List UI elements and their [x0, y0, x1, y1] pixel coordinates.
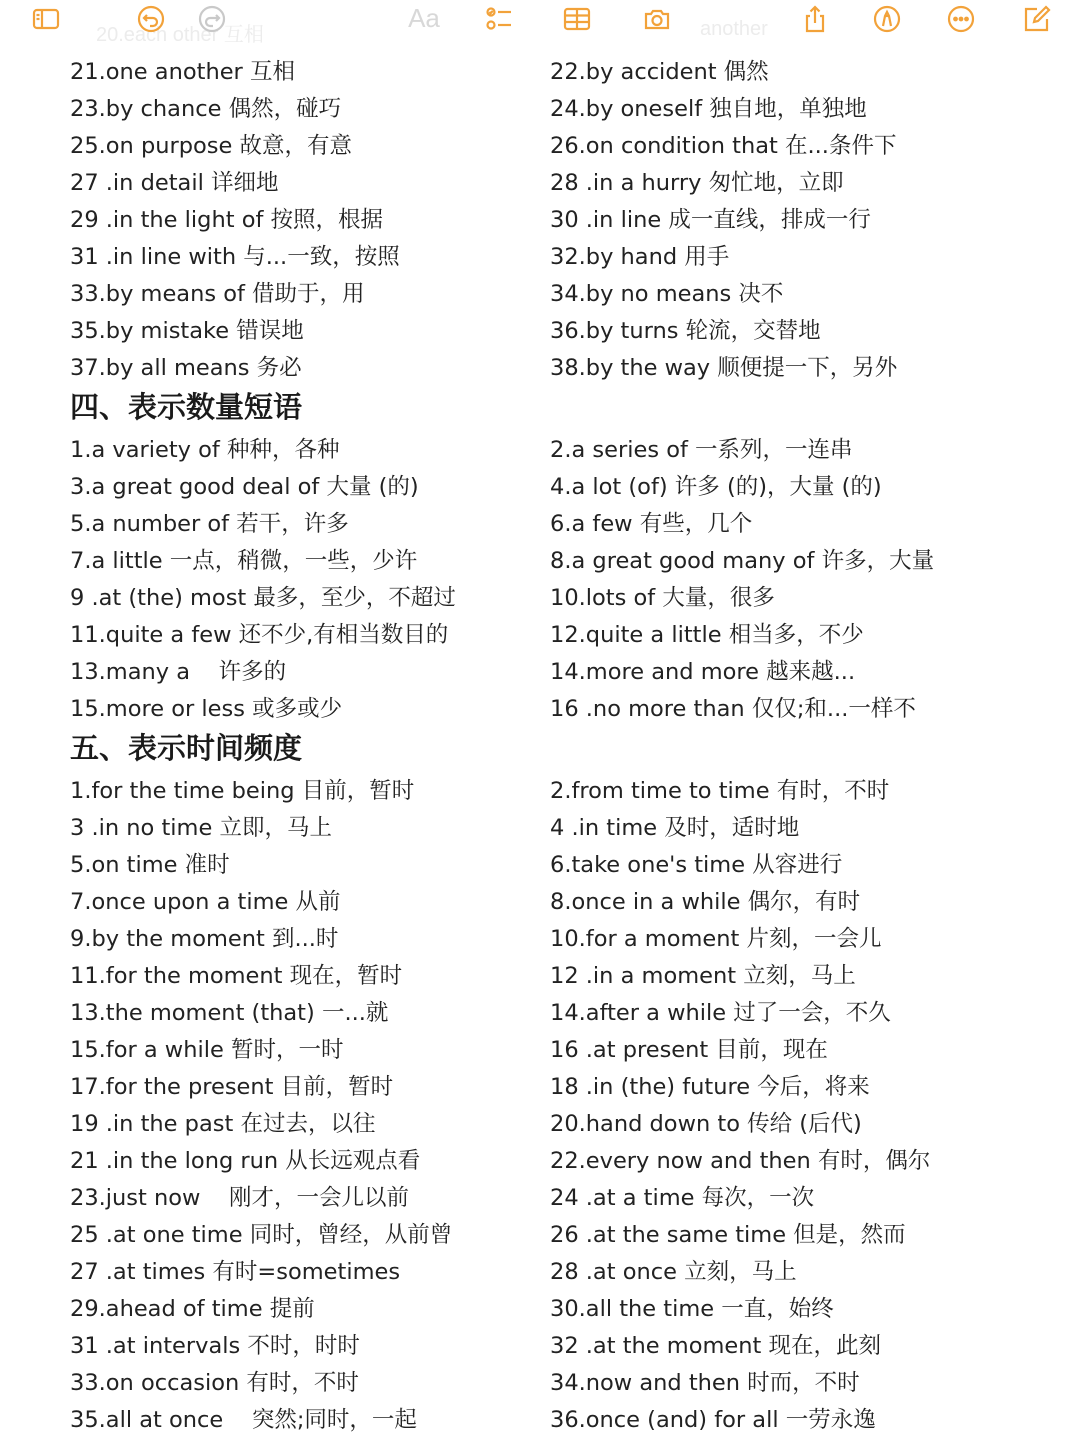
phrase-item: 14.after a while 过了一会，不久 — [550, 1000, 891, 1026]
phrase-item: 21.one another 互相 — [70, 59, 295, 85]
phrase-item: 15.more or less 或多或少 — [70, 696, 343, 722]
phrase-row — [70, 654, 1020, 691]
phrase-item: 22.by accident 偶然 — [550, 59, 769, 85]
phrase-item: 2.a series of 一系列，一连串 — [550, 437, 853, 463]
phrase-item: 32 .at the moment 现在，此刻 — [550, 1333, 881, 1359]
phrase-row — [70, 1106, 1020, 1143]
phrase-item: 31 .at intervals 不时，时时 — [70, 1333, 360, 1359]
notes-toolbar — [0, 0, 1080, 46]
phrase-item: 9.by the moment 到...时 — [70, 926, 339, 952]
phrase-item: 27 .in detail 详细地 — [70, 170, 279, 196]
compose-icon[interactable] — [1019, 4, 1055, 34]
phrase-item: 37.by all means 务必 — [70, 355, 302, 381]
note-body[interactable] — [70, 54, 1020, 1439]
phrase-item: 28 .in a hurry 匆忙地，立即 — [550, 170, 844, 196]
phrase-row — [70, 239, 1020, 276]
phrase-item: 10.for a moment 片刻，一会儿 — [550, 926, 882, 952]
phrase-row — [70, 810, 1020, 847]
phrase-item: 34.now and then 时而，不时 — [550, 1370, 860, 1396]
phrase-item: 4 .in time 及时，适时地 — [550, 815, 800, 841]
phrase-item: 5.a number of 若干，许多 — [70, 511, 349, 537]
phrase-row — [70, 469, 1020, 506]
phrase-row — [70, 958, 1020, 995]
phrase-item: 24 .at a time 每次，一次 — [550, 1185, 815, 1211]
phrase-row — [70, 543, 1020, 580]
phrase-item: 12.quite a little 相当多，不少 — [550, 622, 864, 648]
phrase-row — [70, 202, 1020, 239]
phrase-row — [70, 432, 1020, 469]
scrolled-text-right: another — [700, 18, 768, 40]
more-icon[interactable] — [943, 4, 979, 34]
phrase-item: 25 .at one time 同时，曾经，从前曾 — [70, 1222, 453, 1248]
phrase-row — [70, 1402, 1020, 1439]
phrase-item: 7.a little 一点，稍微，一些，少许 — [70, 548, 418, 574]
phrase-item: 34.by no means 决不 — [550, 281, 784, 307]
phrase-item: 24.by oneself 独自地，单独地 — [550, 96, 867, 122]
phrase-item: 6.a few 有些，几个 — [550, 511, 753, 537]
phrase-row — [70, 847, 1020, 884]
phrase-row — [70, 995, 1020, 1032]
phrase-item: 4.a lot (of) 许多 (的)，大量 (的) — [550, 474, 882, 500]
scrolled-text-left: 20.each other 互相 — [96, 24, 264, 46]
phrase-item: 10.lots of 大量，很多 — [550, 585, 775, 611]
phrase-item: 1.a variety of 种种，各种 — [70, 437, 340, 463]
phrase-item: 8.once in a while 偶尔，有时 — [550, 889, 861, 915]
section-heading-time-frequency: 五、表示时间频度 — [70, 731, 303, 765]
phrase-item: 27 .at times 有时=sometimes — [70, 1259, 401, 1285]
phrase-item: 5.on time 准时 — [70, 852, 230, 878]
phrase-row — [70, 1143, 1020, 1180]
phrase-row — [70, 884, 1020, 921]
text-style-button[interactable]: Aa — [408, 3, 440, 33]
phrase-item: 30 .in line 成一直线，排成一行 — [550, 207, 871, 233]
sidebar-icon[interactable] — [28, 4, 64, 34]
markup-icon[interactable] — [869, 4, 905, 34]
phrase-item: 7.once upon a time 从前 — [70, 889, 341, 915]
phrase-item: 8.a great good many of 许多，大量 — [550, 548, 935, 574]
phrase-row — [70, 350, 1020, 387]
phrase-item: 19 .in the past 在过去，以往 — [70, 1111, 376, 1137]
share-icon[interactable] — [797, 4, 833, 34]
phrase-item: 13.many a 许多的 — [70, 659, 287, 685]
phrase-item: 23.by chance 偶然，碰巧 — [70, 96, 342, 122]
phrase-row — [70, 1365, 1020, 1402]
phrase-item: 2.from time to time 有时，不时 — [550, 778, 890, 804]
phrase-item: 20.hand down to 传给 (后代) — [550, 1111, 862, 1137]
phrase-item: 11.quite a few 还不少,有相当数目的 — [70, 622, 449, 648]
phrase-item: 22.every now and then 有时，偶尔 — [550, 1148, 931, 1174]
phrase-item: 38.by the way 顺便提一下，另外 — [550, 355, 898, 381]
phrase-item: 23.just now 刚才，一会儿以前 — [70, 1185, 410, 1211]
camera-icon[interactable] — [639, 4, 675, 34]
phrase-item: 29 .in the light of 按照，根据 — [70, 207, 384, 233]
phrase-row — [70, 128, 1020, 165]
phrase-item: 35.all at once 突然;同时，一起 — [70, 1407, 417, 1433]
section-heading-quantity: 四、表示数量短语 — [70, 390, 303, 424]
phrase-row — [70, 1328, 1020, 1365]
phrase-row — [70, 276, 1020, 313]
phrase-item: 36.once (and) for all 一劳永逸 — [550, 1407, 876, 1433]
phrase-item: 25.on purpose 故意，有意 — [70, 133, 353, 159]
phrase-item: 9 .at (the) most 最多，至少，不超过 — [70, 585, 456, 611]
phrase-row — [70, 1180, 1020, 1217]
phrase-row — [70, 921, 1020, 958]
phrase-item: 26 .at the same time 但是，然而 — [550, 1222, 906, 1248]
phrase-item: 11.for the moment 现在，暂时 — [70, 963, 403, 989]
phrase-row — [70, 1291, 1020, 1328]
phrase-row — [70, 773, 1020, 810]
phrase-item: 28 .at once 立刻，马上 — [550, 1259, 797, 1285]
phrase-row — [70, 165, 1020, 202]
phrase-item: 15.for a while 暂时，一时 — [70, 1037, 344, 1063]
phrase-item: 3.a great good deal of 大量 (的) — [70, 474, 419, 500]
phrase-item: 17.for the present 目前，暂时 — [70, 1074, 394, 1100]
phrase-item: 12 .in a moment 立刻，马上 — [550, 963, 856, 989]
phrase-item: 35.by mistake 错误地 — [70, 318, 304, 344]
table-icon[interactable] — [559, 4, 595, 34]
phrase-row — [70, 1217, 1020, 1254]
phrase-row — [70, 1254, 1020, 1291]
phrase-row — [70, 54, 1020, 91]
phrase-row — [70, 1032, 1020, 1069]
redo-icon[interactable] — [194, 4, 230, 34]
phrase-item: 29.ahead of time 提前 — [70, 1296, 315, 1322]
phrase-item: 33.on occasion 有时，不时 — [70, 1370, 359, 1396]
phrase-row — [70, 91, 1020, 128]
phrase-item: 36.by turns 轮流，交替地 — [550, 318, 821, 344]
phrase-row — [70, 691, 1020, 728]
phrase-item: 31 .in line with 与...一致，按照 — [70, 244, 400, 270]
phrase-item: 3 .in no time 立即，马上 — [70, 815, 332, 841]
phrase-item: 33.by means of 借助于，用 — [70, 281, 365, 307]
phrase-row — [70, 580, 1020, 617]
phrase-item: 1.for the time being 目前，暂时 — [70, 778, 415, 804]
phrase-row — [70, 313, 1020, 350]
phrase-item: 14.more and more 越来越... — [550, 659, 856, 685]
phrase-item: 13.the moment (that) 一...就 — [70, 1000, 389, 1026]
phrase-item: 16 .at present 目前，现在 — [550, 1037, 828, 1063]
phrase-row — [70, 1069, 1020, 1106]
undo-icon[interactable] — [133, 4, 169, 34]
phrase-item: 18 .in (the) future 今后，将来 — [550, 1074, 870, 1100]
checklist-icon[interactable] — [481, 4, 517, 34]
phrase-item: 21 .in the long run 从长远观点看 — [70, 1148, 421, 1174]
phrase-item: 6.take one's time 从容进行 — [550, 852, 843, 878]
phrase-item: 32.by hand 用手 — [550, 244, 730, 270]
phrase-row — [70, 506, 1020, 543]
phrase-item: 16 .no more than 仅仅;和...一样不 — [550, 696, 916, 722]
phrase-item: 30.all the time 一直，始终 — [550, 1296, 834, 1322]
phrase-item: 26.on condition that 在...条件下 — [550, 133, 897, 159]
phrase-row — [70, 617, 1020, 654]
